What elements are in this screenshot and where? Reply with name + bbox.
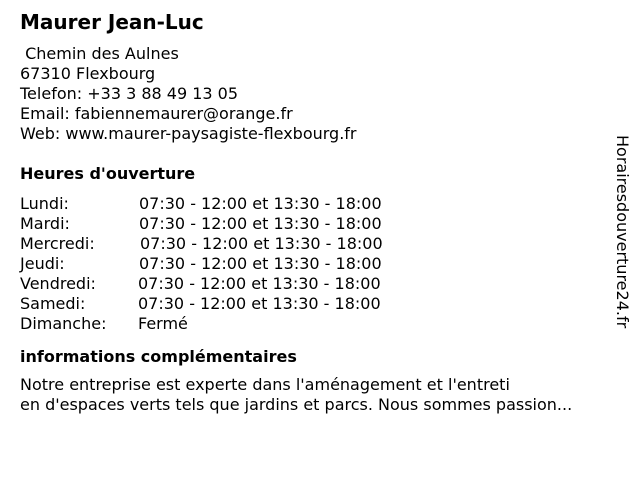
day-label: Samedi: xyxy=(20,294,86,313)
hours-value: Fermé xyxy=(138,314,188,333)
description-line-2: en d'espaces verts tels que jardins et parcs. Nous sommes passion... xyxy=(20,395,573,414)
hours-value: 07:30 - 12:00 et 13:30 - 18:00 xyxy=(139,194,382,213)
day-label: Jeudi: xyxy=(20,254,65,273)
hours-value: 07:30 - 12:00 et 13:30 - 18:00 xyxy=(139,214,382,233)
day-label: Lundi: xyxy=(20,194,69,213)
web-line: Web: www.maurer-paysagiste-flexbourg.fr xyxy=(20,124,357,143)
email-line: Email: fabiennemaurer@orange.fr xyxy=(20,104,293,123)
hours-value: 07:30 - 12:00 et 13:30 - 18:00 xyxy=(139,254,382,273)
hours-value: 07:30 - 12:00 et 13:30 - 18:00 xyxy=(140,234,383,253)
hours-row-sunday xyxy=(20,314,610,334)
additional-info-title: informations complémentaires xyxy=(20,347,297,366)
business-card xyxy=(20,8,610,415)
day-label: Vendredi: xyxy=(20,274,96,293)
business-name: Maurer Jean-Luc xyxy=(20,10,204,34)
site-watermark: Horairesdouverture24.fr xyxy=(613,135,632,329)
day-label: Mardi: xyxy=(20,214,70,233)
hours-row-monday xyxy=(20,194,610,214)
phone-line: Telefon: +33 3 88 49 13 05 xyxy=(20,84,239,103)
hours-row-wednesday xyxy=(20,234,610,254)
opening-hours-title: Heures d'ouverture xyxy=(20,164,196,183)
address-block xyxy=(20,44,610,144)
day-label: Dimanche: xyxy=(20,314,107,333)
hours-row-friday xyxy=(20,274,610,294)
description-line-1: Notre entreprise est experte dans l'aménagement et l'entreti xyxy=(20,375,510,394)
street-address: Chemin des Aulnes xyxy=(20,44,179,63)
hours-row-saturday xyxy=(20,294,610,314)
hours-value: 07:30 - 12:00 et 13:30 - 18:00 xyxy=(138,294,381,313)
hours-row-tuesday xyxy=(20,214,610,234)
day-label: Mercredi: xyxy=(20,234,95,253)
hours-row-thursday xyxy=(20,254,610,274)
city-line: 67310 Flexbourg xyxy=(20,64,156,83)
opening-hours-table xyxy=(20,194,610,334)
hours-value: 07:30 - 12:00 et 13:30 - 18:00 xyxy=(138,274,381,293)
